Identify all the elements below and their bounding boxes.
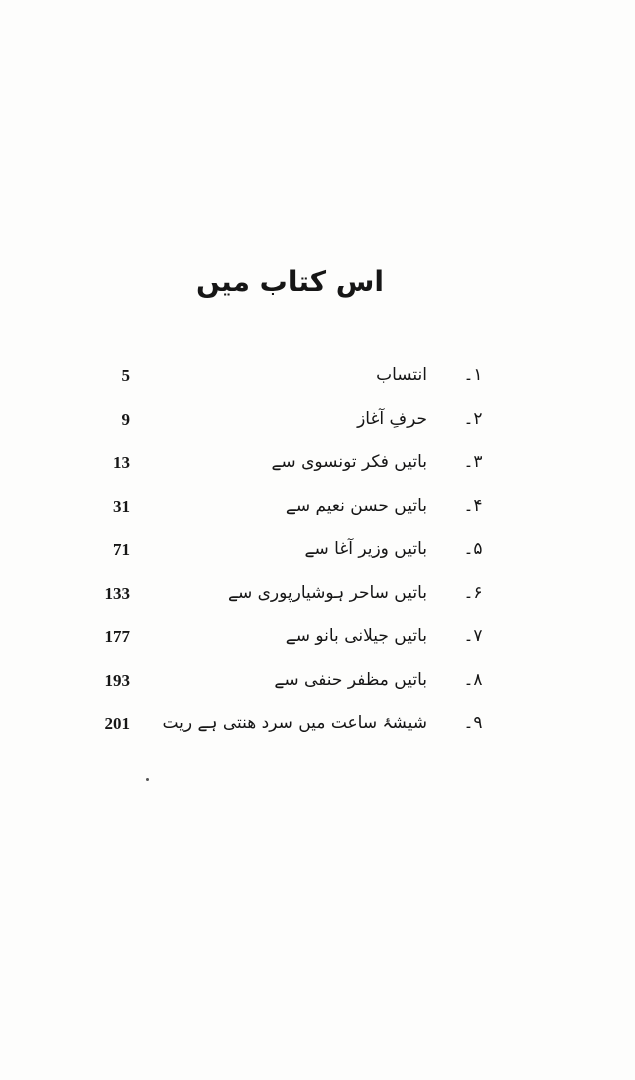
toc-entry-title: باتیں وزیر آغا سے <box>304 539 427 559</box>
toc-entry <box>0 445 635 489</box>
toc-entry-title: باتیں حسن نعیم سے <box>285 495 427 516</box>
toc-entry-number: ۳۔ <box>463 452 483 472</box>
toc-entry <box>0 402 635 446</box>
toc-entry-title: انتساب <box>376 365 427 385</box>
toc-entry <box>0 358 635 402</box>
toc-entry <box>0 706 635 750</box>
toc-entry-number: ۵۔ <box>463 539 483 559</box>
toc-page-number: 201 <box>104 714 130 733</box>
toc-entry-number: ۴۔ <box>463 495 483 516</box>
toc-entry-title: شیشۂ ساعت میں سرد ھنتی ہے ریت <box>162 713 427 733</box>
toc-entry-number: ۷۔ <box>463 626 483 646</box>
toc-entry <box>0 532 635 576</box>
toc-entry-number: ۹۔ <box>463 713 483 733</box>
table-of-contents <box>0 358 635 750</box>
toc-page-number: 5 <box>121 366 130 385</box>
toc-entry-number: ۶۔ <box>463 582 483 603</box>
ink-speck <box>146 778 149 781</box>
toc-page-number: 9 <box>121 409 130 429</box>
toc-entry-title: حرفِ آغاز <box>357 408 427 429</box>
toc-entry-number: ۱۔ <box>463 365 483 385</box>
toc-page-number: 31 <box>113 496 130 516</box>
toc-entry <box>0 489 635 533</box>
toc-entry <box>0 576 635 620</box>
toc-page-number: 133 <box>104 583 130 603</box>
toc-entry-title: باتیں ساحر ہوشیارپوری سے <box>228 582 427 603</box>
toc-entry-title: باتیں مظفر حنفی سے <box>274 669 427 690</box>
toc-entry <box>0 619 635 663</box>
contents-heading: اس کتاب میں <box>195 265 385 298</box>
toc-entry-title: باتیں فکر تونسوی سے <box>271 452 427 472</box>
toc-entry-title: باتیں جیلانی بانو سے <box>285 626 427 646</box>
toc-entry-number: ۲۔ <box>463 408 483 429</box>
toc-page-number: 177 <box>104 627 130 646</box>
toc-entry-number: ۸۔ <box>463 669 483 690</box>
toc-page-number: 71 <box>113 540 130 559</box>
toc-entry <box>0 663 635 707</box>
toc-page-number: 13 <box>113 453 130 472</box>
toc-page-number: 193 <box>104 670 130 690</box>
